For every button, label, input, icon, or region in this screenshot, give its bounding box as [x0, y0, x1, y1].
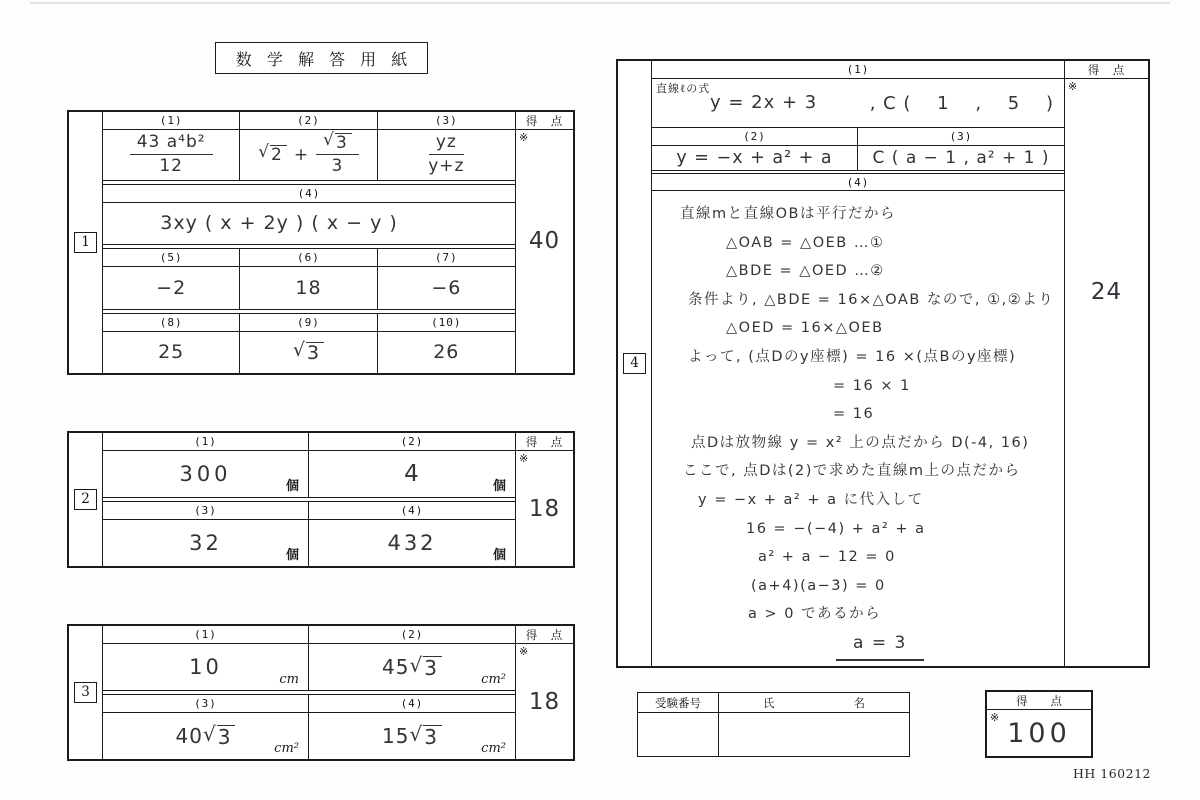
problem2-answers	[103, 433, 515, 566]
problem2-number-box: 2	[74, 489, 97, 511]
problem3-label-column	[69, 626, 103, 759]
problem1-number-box: 1	[74, 232, 97, 254]
problem1-section-1to3	[103, 112, 515, 181]
work-line-8: = 16	[833, 406, 875, 423]
work-line-3: △BDE = △OED …②	[726, 263, 885, 280]
problem2-section-3to4	[103, 501, 515, 566]
sqrt-icon: √	[323, 130, 335, 151]
reference-mark: ※	[519, 645, 529, 658]
problem1-score: 40	[528, 227, 561, 254]
answer-cell-q1: 300 個	[103, 451, 309, 497]
final-answer: a = 3	[836, 629, 924, 661]
unit-label: cm²	[481, 741, 506, 756]
answer-cell-q1	[652, 79, 1064, 125]
header-q2: (2)	[400, 435, 424, 448]
reference-mark: ※	[1068, 80, 1078, 93]
fraction-denominator: 12	[159, 156, 183, 177]
header-q2: (2)	[652, 128, 858, 145]
reference-mark: ※	[519, 452, 529, 465]
header-q3: (3)	[103, 502, 309, 519]
header-q4: (4)	[652, 173, 1064, 191]
problem3-score: 18	[528, 688, 561, 715]
work-line-4: 条件より, △BDE = 16×△OAB なので, ①,②より	[688, 291, 1055, 308]
work-line-5: △OED = 16×△OEB	[726, 320, 884, 337]
header-q4: (4)	[400, 504, 424, 517]
fraction-numerator: 43 a⁴b²	[130, 132, 213, 155]
problem4-table	[616, 59, 1150, 668]
problem3-answers	[103, 626, 515, 759]
line-l-equation-label: 直線ℓの式	[656, 82, 711, 95]
line-l-equation: y = 2x + 3	[710, 91, 818, 113]
radical-expression: √ 3	[203, 724, 235, 748]
problem4-score-body	[1065, 79, 1148, 666]
total-score-value: 100	[1007, 717, 1071, 749]
answer-cell-q3: C ( a − 1 , a² + 1 )	[872, 148, 1050, 168]
header-q1: (1)	[103, 433, 309, 450]
unit-label: 個	[285, 548, 299, 563]
problem1-table	[67, 110, 575, 375]
sqrt-icon: √	[409, 722, 424, 746]
problem4-number-box: 4	[623, 353, 646, 375]
total-score-box	[985, 690, 1093, 758]
header-q7: (7)	[434, 251, 458, 264]
answer-cell-q1: 10 cm	[103, 644, 309, 690]
work-line-15: a > 0 であるから	[748, 606, 882, 623]
sheet-title: 数 学 解 答 用 紙	[215, 42, 428, 74]
answer-cell-q10: 26	[433, 341, 460, 364]
problem4-work-area	[652, 191, 1064, 666]
work-line-1: 直線mと直線OBは平行だから	[680, 206, 896, 222]
problem1-section-8to10	[103, 313, 515, 374]
answer-cell-q3: 32 個	[103, 520, 309, 566]
problem4-section-2to3	[652, 127, 1064, 171]
problem1-section-4	[103, 184, 515, 246]
reference-mark: ※	[990, 711, 1000, 724]
header-q4: (4)	[400, 697, 424, 710]
header-q9: (9)	[240, 314, 377, 331]
answer-cell-q1	[103, 130, 240, 180]
score-header: 得 点	[516, 626, 573, 644]
problem2-score-body	[516, 451, 573, 566]
header-q3: (3)	[434, 114, 458, 127]
answer-cell-q8: 25	[103, 332, 240, 374]
header-q2: (2)	[240, 112, 377, 129]
problem2-score-column	[515, 433, 573, 566]
point-c-coordinates: , C ( 1 , 5 )	[869, 93, 1054, 114]
radical-expression: √ 2	[258, 144, 287, 165]
work-line-12: 16 = −(−4) + a² + a	[746, 520, 926, 537]
problem3-table	[67, 624, 575, 761]
answer-cell-q3	[378, 130, 515, 180]
exam-number-field	[638, 713, 719, 756]
name-label	[719, 693, 909, 712]
form-code: HH 160212	[1073, 766, 1151, 781]
problem3-number-box: 3	[74, 682, 97, 704]
reference-mark: ※	[519, 131, 529, 144]
unit-label: cm²	[274, 741, 299, 756]
fraction-answer	[130, 132, 213, 178]
score-header: 得 点	[516, 112, 573, 130]
score-header: 得 点	[516, 433, 573, 451]
fraction-denominator: y+z	[428, 156, 465, 177]
examinee-info-body	[638, 713, 909, 756]
header-q3: (3)	[949, 130, 973, 143]
problem3-section-1to2	[103, 626, 515, 691]
unit-label: 個	[492, 548, 506, 563]
unit-label: 個	[285, 479, 299, 494]
answer-cell-q4: 432 個	[387, 531, 506, 563]
problem4-answers	[652, 61, 1064, 666]
problem4-score-column	[1064, 61, 1148, 666]
header-q1: (1)	[652, 61, 1064, 79]
problem3-score-body	[516, 644, 573, 759]
answer-cell-q7: −6	[431, 276, 462, 299]
problem1-score-body	[516, 130, 573, 373]
examinee-info-box	[637, 692, 910, 757]
problem2-score: 18	[528, 495, 561, 522]
work-line-16	[836, 629, 1058, 661]
answer-cell-q4: 15 √ 3 cm²	[382, 722, 506, 756]
unit-label: cm	[279, 672, 299, 687]
radical-expression: √ 3	[293, 341, 324, 364]
header-q8: (8)	[103, 314, 240, 331]
radical-expression: √ 3	[409, 655, 441, 679]
name-field	[719, 713, 909, 756]
exam-number-label: 受験番号	[638, 693, 719, 712]
answer-cell-q4: 3xy ( x + 2y ) ( x − y )	[160, 212, 398, 235]
problem1-section-5to7	[103, 248, 515, 310]
problem3-score-column	[515, 626, 573, 759]
score-header: 得 点	[1065, 61, 1148, 79]
answer-cell-q3: 40 √ 3 cm²	[103, 713, 309, 759]
problem4-label-column	[618, 61, 652, 666]
fraction-answer: √ 3 3	[316, 132, 359, 177]
sqrt-icon: √	[292, 338, 306, 361]
unit-label: 個	[492, 479, 506, 494]
answer-cell-q9	[240, 332, 377, 374]
header-q10: (10)	[431, 315, 462, 329]
fraction-answer	[428, 132, 464, 178]
sqrt-icon: √	[202, 722, 217, 746]
work-line-2: △OAB = △OEB …①	[726, 234, 885, 251]
work-line-13: a² + a − 12 = 0	[758, 549, 896, 566]
problem1-label-column	[69, 112, 103, 373]
name-label-last: 名	[853, 695, 865, 710]
header-q4: (4)	[297, 186, 321, 200]
answer-cell-q2: y = −x + a² + a	[652, 146, 858, 170]
problem2-section-1to2	[103, 433, 515, 498]
sqrt-icon: √	[409, 653, 424, 677]
work-line-11: y = −x + a² + a に代入して	[698, 491, 924, 508]
answer-cell-q2	[240, 130, 377, 180]
header-q2: (2)	[400, 628, 424, 641]
header-q1: (1)	[103, 626, 309, 643]
plus-sign: +	[293, 144, 310, 165]
fraction-numerator: yz	[429, 132, 464, 155]
total-score-body	[987, 710, 1091, 756]
problem2-label-column	[69, 433, 103, 566]
work-line-10: ここで, 点Dは(2)で求めた直線m上の点だから	[683, 463, 1021, 480]
problem1-answers	[103, 112, 515, 373]
work-line-14: (a+4)(a−3) = 0	[751, 577, 886, 594]
examinee-info-header	[638, 693, 909, 713]
total-score-header: 得 点	[987, 692, 1091, 710]
problem2-table	[67, 431, 575, 568]
answer-cell-q6: 18	[240, 267, 377, 309]
problem1-score-column	[515, 112, 573, 373]
answer-cell-q2: 45 √ 3 cm²	[382, 653, 506, 687]
work-line-7: = 16 × 1	[833, 377, 911, 394]
work-line-6: よって, (点Dのy座標) = 16 ×(点Bのy座標)	[688, 348, 1017, 365]
work-line-9: 点Dは放物線 y = x² 上の点だから D(-4, 16)	[691, 434, 1030, 451]
problem3-section-3to4	[103, 694, 515, 759]
header-q6: (6)	[240, 249, 377, 266]
answer-cell-q2: 4 個	[404, 461, 506, 494]
name-label-first: 氏	[763, 695, 775, 710]
scan-artifact-line	[30, 2, 1170, 4]
unit-label: cm²	[481, 672, 506, 687]
header-q5: (5)	[103, 249, 240, 266]
sqrt-icon: √	[258, 142, 271, 163]
radical-expression: √ 3	[409, 724, 441, 748]
answer-cell-q5: −2	[103, 267, 240, 309]
header-q1: (1)	[103, 112, 240, 129]
problem4-score: 24	[1090, 279, 1123, 305]
header-q3: (3)	[103, 695, 309, 712]
